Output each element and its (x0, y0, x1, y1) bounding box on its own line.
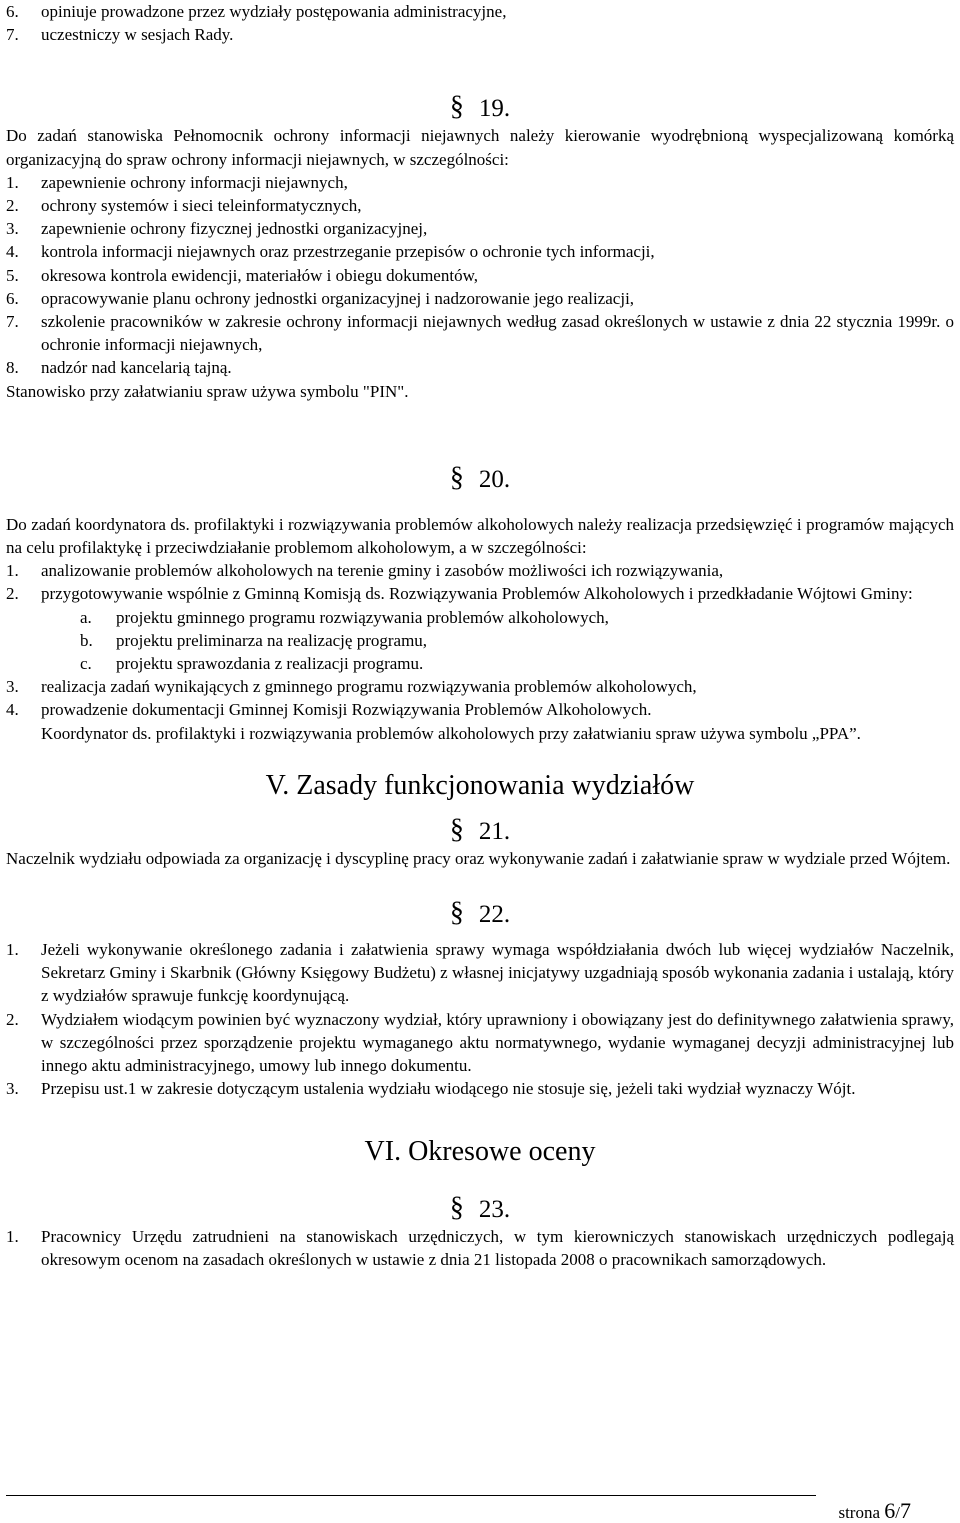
list-item: 1. Pracownicy Urzędu zatrudnieni na stanowiskach urzędniczych, w tym kierowniczych stanowiskach urzędniczych podlegają okresowym ocenom na zasadach określonych w ustawie z dnia 21 listopada 2008 o pracownikach samorządowych. (6, 1226, 954, 1269)
list-item-text: opiniuje prowadzone przez wydziały postępowania administracyjne, (41, 2, 507, 21)
footer-divider (6, 1495, 816, 1496)
list-item: 1. Jeżeli wykonywanie określonego zadania i załatwienia sprawy wymaga współdziałania dwóch lub więcej wydziałów Naczelnik, Sekretarz Gminy i Skarbnik (Główny Księgowy Budżetu) z własnej inicjatywy uzgadniają sposób wykonania zadania i ustalają, który z wydziałów sprawuje funkcję koordynującą. (6, 940, 954, 1006)
list-item: 3. zapewnienie ochrony fizycznej jednostki organizacyjnej, (6, 219, 428, 239)
section-20-closing: Koordynator ds. profilaktyki i rozwiązywania problemów alkoholowych przy załatwianiu spraw używa symbolu „PPA”. (41, 723, 861, 743)
chapter-heading-5: V. Zasady funkcjonowania wydziałów (265, 769, 695, 801)
list-item: 2. przygotowywanie wspólnie z Gminną Komisją ds. Rozwiązywania Problemów Alkoholowych i przedkładanie Wójtowi Gminy: (6, 584, 913, 604)
section-heading-23: §23. (6, 1195, 954, 1225)
section-heading-21: §21. (6, 817, 954, 847)
chapter-heading-6: VI. Okresowe oceny (364, 1135, 596, 1167)
footer-page-total: 7 (900, 1498, 911, 1523)
page-footer (838, 1498, 911, 1523)
section-21-text: Naczelnik wydziału odpowiada za organizację i dyscyplinę pracy oraz wykonywanie zadań i załatwianie spraw w wydziale przed Wójtem. (6, 848, 951, 868)
sub-list-item: b. projektu preliminarza na realizację programu, (80, 630, 428, 650)
section-sign-icon (450, 1195, 465, 1221)
section-19-closing: Stanowisko przy załatwianiu spraw używa symbolu "PIN". (6, 381, 409, 401)
list-item: 6. opracowywanie planu ochrony jednostki organizacyjnej i nadzorowanie jego realizacji, (6, 288, 635, 308)
section-22-list (6, 938, 954, 1100)
section-23-list (6, 1225, 954, 1271)
list-item: 1. zapewnienie ochrony informacji niejawnych, (6, 172, 348, 192)
list-item: 7. szkolenie pracowników w zakresie ochrony informacji niejawnych według zasad określonych w ustawie z dnia 22 stycznia 1999r. o ochronie informacji niejawnych, (6, 312, 954, 355)
list-item-text: uczestniczy w sesjach Rady. (41, 25, 234, 45)
list-item: 4. kontrola informacji niejawnych oraz przestrzeganie przepisów o ochronie tych informacji, (6, 242, 655, 262)
sub-list-item: c. projektu sprawozdania z realizacji programu. (80, 654, 424, 674)
sub-list-item: a. projektu gminnego programu rozwiązywania problemów alkoholowych, (80, 607, 609, 627)
list-item: 3. realizacja zadań wynikających z gminnego programu rozwiązywania problemów alkoholowych, (6, 677, 697, 697)
section-sign-icon (450, 94, 465, 120)
section-heading-22: §22. (6, 900, 954, 930)
footer-page-number: 6 (884, 1498, 896, 1523)
list-item: 4. prowadzenie dokumentacji Gminnej Komisji Rozwiązywania Problemów Alkoholowych. (6, 700, 652, 720)
section-20-intro: Do zadań koordynatora ds. profilaktyki i rozwiązywania problemów alkoholowych należy realizacja przedsięwzięć i programów mających na celu profilaktykę i przeciwdziałanie problemom alkoholowym, a w szczególności: (6, 514, 954, 558)
section-heading-20: §20. (6, 465, 954, 495)
list-item: 3. Przepisu ust.1 w zakresie dotyczącym ustalenia wydziału wiodącego nie stosuje się, jeżeli taki wydział wyznaczy Wójt. (6, 1079, 856, 1099)
list-item: 5. okresowa kontrola ewidencji, materiałów i obiegu dokumentów, (6, 265, 479, 285)
section-20-list (6, 559, 954, 721)
section-19-intro: Do zadań stanowiska Pełnomocnik ochrony informacji niejawnych należy kierowanie wyodrębnioną wyspecjalizowaną komórką organizacyjną do spraw ochrony informacji niejawnych, w szczególności: (6, 126, 954, 169)
list-item: 2. ochrony systemów i sieci teleinformatycznych, (6, 196, 362, 216)
section-19-list (6, 171, 954, 380)
list-item: 1. analizowanie problemów alkoholowych na terenie gminy i zasobów możliwości ich rozwiązywania, (6, 561, 724, 581)
section-sign-icon (450, 900, 465, 926)
list-item: 2. Wydziałem wiodącym powinien być wyznaczony wydział, który uprawniony i obowiązany jest do definitywnego załatwienia sprawy, w szczególności przez sporządzenie projektu wymaganego aktu normatywnego, wydanie wymaganej decyzji administracyjnej lub innego aktu administracyjnego, umowy lub innego dokumentu. (6, 1009, 954, 1076)
list-item: 6. opiniuje prowadzone przez wydziały postępowania administracyjne, (6, 2, 507, 21)
list-item: 7. uczestniczy w sesjach Rady. (6, 25, 234, 45)
top-list (6, 0, 954, 46)
section-sign-icon (450, 465, 465, 491)
section-sign-icon (450, 817, 465, 843)
section-heading-19: §19. (6, 94, 954, 124)
footer-separator: / (895, 1503, 900, 1522)
list-item: 8. nadzór nad kancelarią tajną. (6, 358, 232, 378)
footer-label: strona (838, 1503, 881, 1522)
